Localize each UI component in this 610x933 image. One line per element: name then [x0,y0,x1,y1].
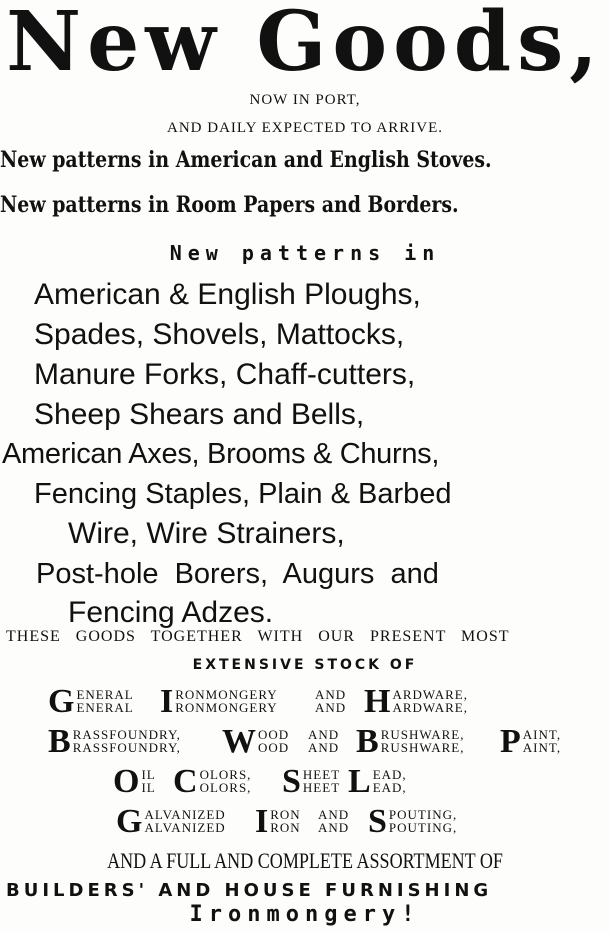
wood: W OOD OOD [222,723,290,760]
item-wire: Wire, Wire Strainers, [68,517,345,550]
lead: L EAD, EAD, [348,763,407,800]
item-axes: American Axes, Brooms & Churns, [2,438,440,470]
paint: P AINT, AINT, [500,723,562,760]
item-borers: Post-hole Borers, Augurs and [36,558,439,590]
oil: O IL IL [113,763,156,800]
item-forks: Manure Forks, Chaff-cutters, [34,358,416,391]
iron: I RON RON [255,803,301,840]
spouting: S POUTING, POUTING, [368,803,458,840]
brushware: B RUSHWARE, RUSHWARE, [356,723,465,760]
subtitle-now-in-port: NOW IN PORT, [249,92,361,108]
ironmongery-line: Ironmongery! [189,902,421,927]
and-2: AND AND [308,727,340,755]
line-papers: New patterns in Room Papers and Borders. [0,192,459,218]
extensive-stock-line: EXTENSIVE STOCK OF [192,657,418,673]
headline: New Goods, [6,0,604,90]
brassfoundry: B RASSFOUNDRY, RASSFOUNDRY, [48,723,181,760]
item-staples: Fencing Staples, Plain & Barbed [34,478,452,510]
and-3: AND AND [318,807,350,835]
item-ploughs: American & English Ploughs, [34,278,421,311]
line-stoves: New patterns in American and English Stoves. [0,147,492,173]
these-goods-line: THESE GOODS TOGETHER WITH OUR PRESENT MOST [6,628,510,645]
galvanized: G ALVANIZED ALVANIZED [116,803,226,840]
and-1: AND AND [315,687,347,715]
hardware: H ARDWARE, ARDWARE, [364,683,468,720]
colors: C OLORS, OLORS, [173,763,252,800]
assortment-line: AND A FULL AND COMPLETE ASSORTMENT OF [107,848,503,873]
general: G ENERAL ENERAL [48,683,134,720]
subtitle-expected: AND DAILY EXPECTED TO ARRIVE. [167,120,443,136]
ironmongery: I RONMONGERY RONMONGERY [160,683,278,720]
new-patterns-heading: New patterns in [169,241,441,265]
item-shears: Sheep Shears and Bells, [34,398,365,431]
sheet: S HEET HEET [282,763,341,800]
item-adzes: Fencing Adzes. [68,596,274,629]
builders-line: BUILDERS' AND HOUSE FURNISHING [6,880,493,901]
item-spades: Spades, Shovels, Mattocks, [34,318,405,351]
